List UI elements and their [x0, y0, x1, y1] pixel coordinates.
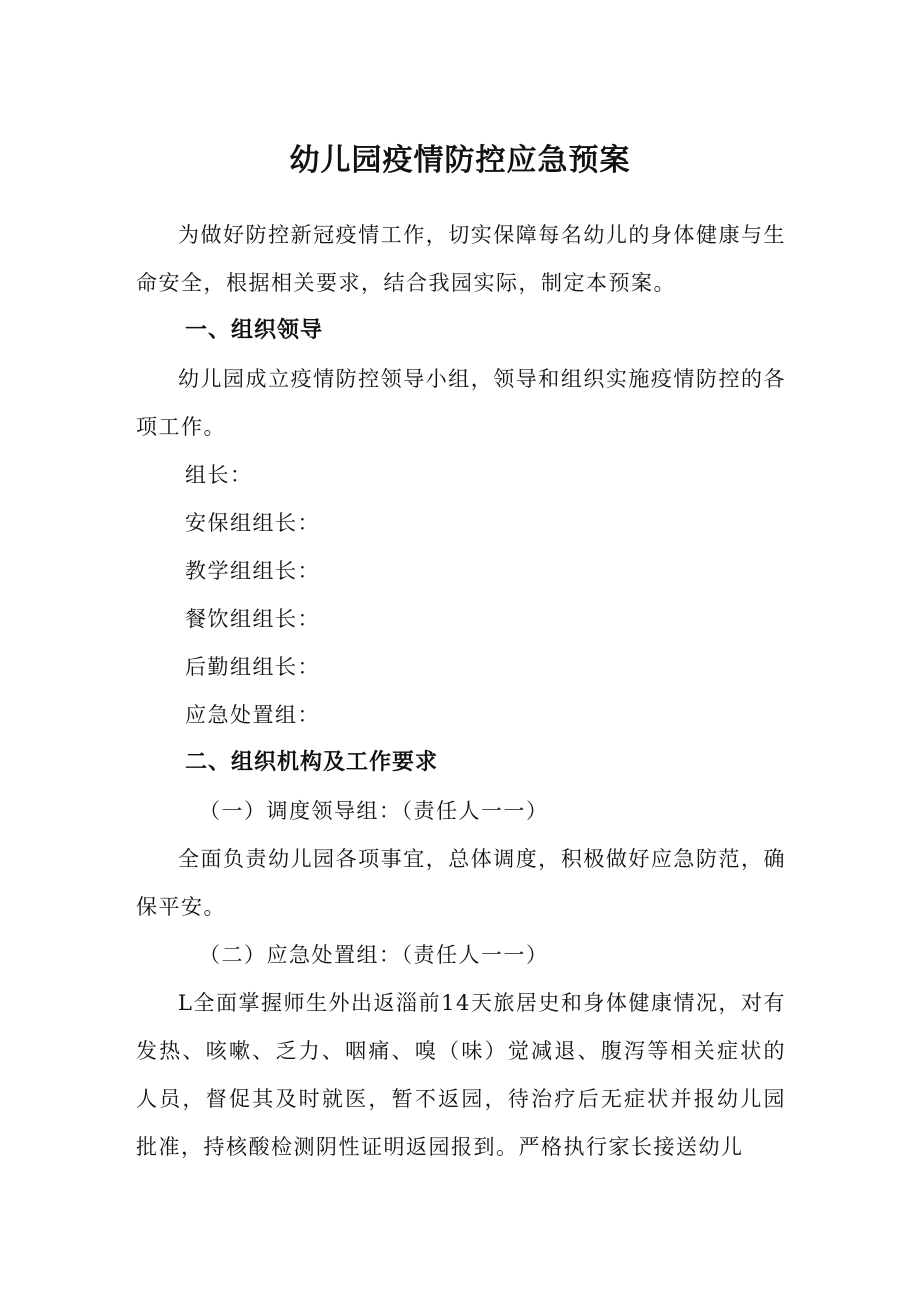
role-catering-leader: 餐饮组组长：: [185, 607, 320, 631]
group-2-title: （二）应急处置组：（责任人一一）: [199, 943, 549, 967]
role-emergency-group: 应急处置组：: [185, 703, 320, 727]
role-leader: 组长：: [185, 463, 253, 487]
intro-paragraph: 为做好防控新冠疫情工作，切实保障每名幼儿的身体健康与生命安全，根据相关要求，结合我园实际，制定本预案。: [136, 223, 786, 295]
role-security-leader: 安保组组长：: [185, 511, 320, 535]
role-teaching-leader: 教学组组长：: [185, 559, 320, 583]
section-2-heading: 二、组织机构及工作要求: [185, 750, 439, 775]
section-1-paragraph: 幼儿园成立疫情防控领导小组，领导和组织实施疫情防控的各项工作。: [136, 367, 786, 439]
document-title: 幼儿园疫情防控应急预案: [289, 143, 631, 178]
role-logistics-leader: 后勤组组长：: [185, 655, 320, 679]
group-1-title: （一）调度领导组：（责任人一一）: [199, 799, 549, 823]
section-1-heading: 一、组织领导: [185, 318, 324, 343]
group-1-paragraph: 全面负责幼儿园各项事宜，总体调度，积极做好应急防范，确保平安。: [136, 847, 786, 919]
group-2-paragraph: L全面掌握师生外出返淄前14天旅居史和身体健康情况，对有发热、咳嗽、乏力、咽痛、嗅（味）觉减退、腹泻等相关症状的人员，督促其及时就医，暂不返园，待治疗后无症状并报幼儿园批准，持核酸检测阴性证明返园报到。严格执行家长接送幼儿: [136, 991, 786, 1159]
document-body: [136, 211, 786, 1171]
